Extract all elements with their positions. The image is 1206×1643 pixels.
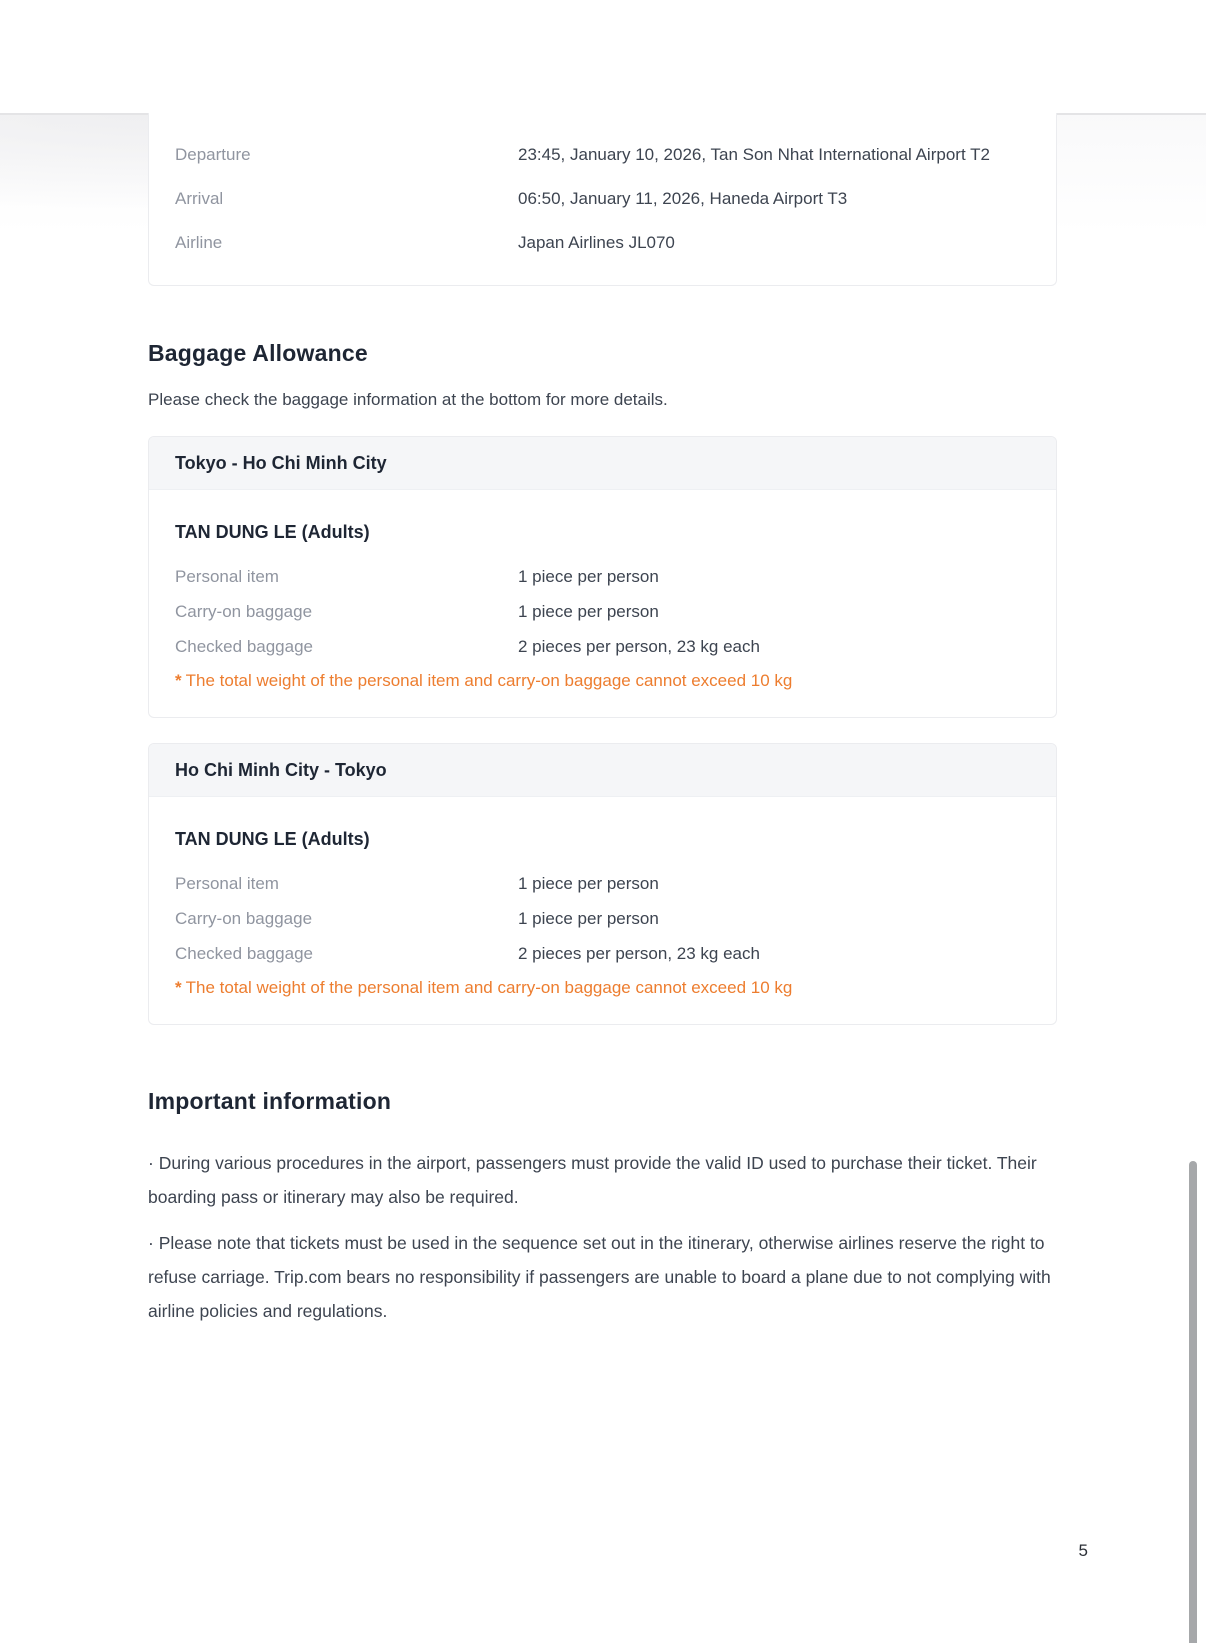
baggage-weight-note-text: The total weight of the personal item and carry-on baggage cannot exceed 10 kg	[185, 978, 793, 997]
page-content	[0, 113, 1206, 1328]
baggage-card-header	[149, 437, 1056, 490]
flight-details-table	[175, 138, 1030, 259]
baggage-allowance-table	[175, 559, 1030, 664]
arrival-value: 06:50, January 11, 2026, Haneda Airport T3	[518, 189, 848, 208]
baggage-weight-note	[175, 669, 1030, 693]
asterisk-marker: *	[175, 671, 182, 690]
airline-label: Airline	[175, 233, 223, 252]
carry-on-value: 1 piece per person	[518, 602, 659, 621]
personal-item-label: Personal item	[175, 567, 279, 586]
document-page	[0, 113, 1206, 1643]
baggage-card-hcmc-tokyo	[148, 743, 1057, 1025]
carry-on-label: Carry-on baggage	[175, 909, 313, 928]
important-information-heading: Important information	[148, 1088, 392, 1114]
baggage-allowance-subtitle: Please check the baggage information at the bottom for more details.	[148, 390, 668, 409]
page-number: 5	[1078, 1541, 1088, 1560]
baggage-card-body	[149, 797, 1056, 1024]
passenger-name: TAN DUNG LE (Adults)	[175, 522, 370, 542]
personal-item-value: 1 piece per person	[518, 874, 659, 893]
important-info-paragraph-sequence: · Please note that tickets must be used in the sequence set out in the itinerary, otherwise airlines reserve the right to refuse carriage. Trip.com bears no responsibility if passengers are unable to board a plane due to not complying with airline policies and regulations.	[148, 1233, 1051, 1321]
departure-value: 23:45, January 10, 2026, Tan Son Nhat International Airport T2	[518, 145, 990, 164]
baggage-allowance-table	[175, 866, 1030, 971]
baggage-card-tokyo-hcmc	[148, 436, 1057, 718]
baggage-card-header	[149, 744, 1056, 797]
important-info-paragraph-id: · During various procedures in the airport, passengers must provide the valid ID used to purchase their ticket. Their boarding pass or itinerary may also be required.	[148, 1153, 1037, 1207]
baggage-allowance-heading: Baggage Allowance	[148, 340, 368, 366]
checked-baggage-label: Checked baggage	[175, 944, 314, 963]
airline-value: Japan Airlines JL070	[518, 233, 675, 252]
carry-on-label: Carry-on baggage	[175, 602, 313, 621]
flight-details-card	[148, 113, 1057, 286]
departure-label: Departure	[175, 145, 251, 164]
arrival-label: Arrival	[175, 189, 224, 208]
personal-item-label: Personal item	[175, 874, 279, 893]
route-title: Ho Chi Minh City - Tokyo	[175, 759, 387, 780]
asterisk-marker: *	[175, 978, 182, 997]
personal-item-value: 1 piece per person	[518, 567, 659, 586]
baggage-weight-note-text: The total weight of the personal item and carry-on baggage cannot exceed 10 kg	[185, 671, 793, 690]
baggage-weight-note	[175, 976, 1030, 1000]
carry-on-value: 1 piece per person	[518, 909, 659, 928]
scrollbar-thumb[interactable]	[1189, 1161, 1197, 1643]
checked-baggage-label: Checked baggage	[175, 637, 314, 656]
checked-baggage-value: 2 pieces per person, 23 kg each	[518, 637, 760, 656]
route-title: Tokyo - Ho Chi Minh City	[175, 452, 387, 473]
passenger-name: TAN DUNG LE (Adults)	[175, 829, 370, 849]
checked-baggage-value: 2 pieces per person, 23 kg each	[518, 944, 760, 963]
baggage-card-body	[149, 490, 1056, 717]
